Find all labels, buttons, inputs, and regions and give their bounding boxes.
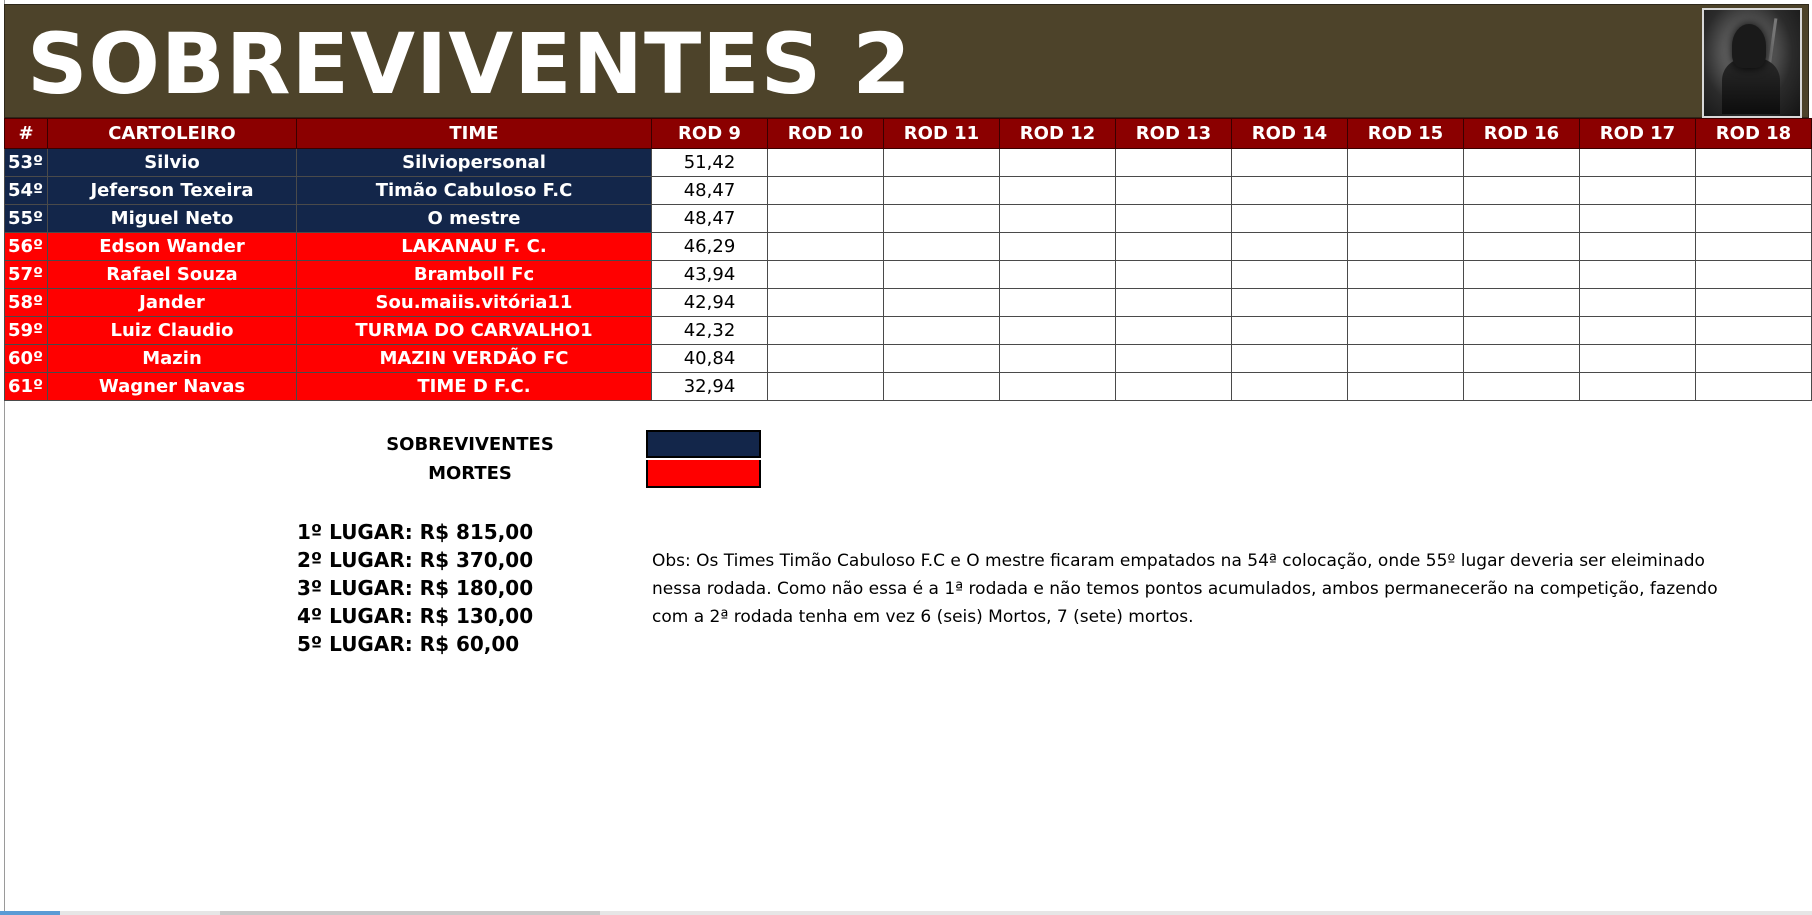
rod14-cell[interactable] bbox=[1232, 289, 1348, 317]
rod11-cell[interactable] bbox=[884, 261, 1000, 289]
rod12-cell[interactable] bbox=[1000, 289, 1116, 317]
rod17-cell[interactable] bbox=[1580, 261, 1696, 289]
obs-line: com a 2ª rodada tenha em vez 6 (seis) Mortos, 7 (sete) mortos. bbox=[652, 607, 1194, 627]
rod16-cell[interactable] bbox=[1464, 177, 1580, 205]
cartoleiro-cell[interactable]: Wagner Navas bbox=[48, 373, 297, 401]
header-rod17[interactable]: ROD 17 bbox=[1580, 119, 1696, 149]
rod14-cell[interactable] bbox=[1232, 177, 1348, 205]
rod10-cell[interactable] bbox=[768, 373, 884, 401]
prize-item[interactable]: 2º LUGAR: R$ 370,00 bbox=[297, 548, 534, 572]
rod10-cell[interactable] bbox=[768, 289, 884, 317]
rod17-cell[interactable] bbox=[1580, 149, 1696, 177]
rod18-cell[interactable] bbox=[1696, 177, 1812, 205]
header-rod12[interactable]: ROD 12 bbox=[1000, 119, 1116, 149]
page-title: SOBREVIVENTES 2 bbox=[27, 15, 912, 113]
rod18-cell[interactable] bbox=[1696, 261, 1812, 289]
rod16-cell[interactable] bbox=[1464, 261, 1580, 289]
horizontal-scrollbar[interactable] bbox=[220, 911, 600, 915]
position-cell[interactable]: 54º bbox=[5, 177, 48, 205]
obs-line: nessa rodada. Como não essa é a 1ª rodada e não temos pontos acumulados, ambos permanecerão na competição, fazendo bbox=[652, 579, 1718, 599]
team-cell[interactable]: Silviopersonal bbox=[297, 149, 652, 177]
sheet-tab-active[interactable] bbox=[0, 911, 60, 915]
prize-list bbox=[297, 518, 533, 658]
rod17-cell[interactable] bbox=[1580, 373, 1696, 401]
prize-item[interactable]: 1º LUGAR: R$ 815,00 bbox=[297, 520, 534, 544]
rod10-cell[interactable] bbox=[768, 261, 884, 289]
rod13-cell[interactable] bbox=[1116, 233, 1232, 261]
rod18-cell[interactable] bbox=[1696, 289, 1812, 317]
header-time[interactable]: TIME bbox=[297, 119, 652, 149]
rod14-cell[interactable] bbox=[1232, 345, 1348, 373]
rod16-cell[interactable] bbox=[1464, 345, 1580, 373]
prize-item[interactable]: 4º LUGAR: R$ 130,00 bbox=[297, 604, 534, 628]
position-cell[interactable]: 59º bbox=[5, 317, 48, 345]
team-cell[interactable]: Timão Cabuloso F.C bbox=[297, 177, 652, 205]
table-row bbox=[5, 233, 1812, 261]
rod11-cell[interactable] bbox=[884, 345, 1000, 373]
rod17-cell[interactable] bbox=[1580, 317, 1696, 345]
position-cell[interactable]: 58º bbox=[5, 289, 48, 317]
header-rod9[interactable]: ROD 9 bbox=[652, 119, 768, 149]
rod15-cell[interactable] bbox=[1348, 177, 1464, 205]
header-row bbox=[5, 119, 1812, 149]
cartoleiro-cell[interactable]: Miguel Neto bbox=[48, 205, 297, 233]
rod10-cell[interactable] bbox=[768, 177, 884, 205]
legend-survivors-swatch[interactable] bbox=[646, 430, 761, 458]
rod9-score-cell[interactable]: 48,47 bbox=[652, 205, 768, 233]
rod13-cell[interactable] bbox=[1116, 345, 1232, 373]
rod9-score-cell[interactable]: 42,94 bbox=[652, 289, 768, 317]
rod14-cell[interactable] bbox=[1232, 149, 1348, 177]
rod16-cell[interactable] bbox=[1464, 317, 1580, 345]
rod10-cell[interactable] bbox=[768, 205, 884, 233]
rod12-cell[interactable] bbox=[1000, 205, 1116, 233]
position-cell[interactable]: 53º bbox=[5, 149, 48, 177]
rod9-score-cell[interactable]: 51,42 bbox=[652, 149, 768, 177]
legend-survivors-label: SOBREVIVENTES bbox=[386, 434, 554, 455]
sheet-tab-strip[interactable] bbox=[0, 911, 1812, 915]
rod14-cell[interactable] bbox=[1232, 261, 1348, 289]
team-cell[interactable]: TURMA DO CARVALHO1 bbox=[297, 317, 652, 345]
prize-item[interactable]: 3º LUGAR: R$ 180,00 bbox=[297, 576, 534, 600]
rod9-score-cell[interactable]: 40,84 bbox=[652, 345, 768, 373]
rod12-cell[interactable] bbox=[1000, 233, 1116, 261]
rod9-score-cell[interactable]: 46,29 bbox=[652, 233, 768, 261]
rod11-cell[interactable] bbox=[884, 373, 1000, 401]
rod15-cell[interactable] bbox=[1348, 317, 1464, 345]
rod17-cell[interactable] bbox=[1580, 289, 1696, 317]
rod12-cell[interactable] bbox=[1000, 373, 1116, 401]
rod11-cell[interactable] bbox=[884, 233, 1000, 261]
cartoleiro-cell[interactable]: Jeferson Texeira bbox=[48, 177, 297, 205]
observation-note[interactable] bbox=[652, 547, 1802, 631]
rod15-cell[interactable] bbox=[1348, 261, 1464, 289]
title-banner bbox=[4, 4, 1809, 118]
cartoleiro-cell[interactable]: Jander bbox=[48, 289, 297, 317]
cartoleiro-cell[interactable]: Mazin bbox=[48, 345, 297, 373]
header-rod18[interactable]: ROD 18 bbox=[1696, 119, 1812, 149]
table-row bbox=[5, 373, 1812, 401]
team-cell[interactable]: MAZIN VERDÃO FC bbox=[297, 345, 652, 373]
header-rod10[interactable]: ROD 10 bbox=[768, 119, 884, 149]
rod12-cell[interactable] bbox=[1000, 345, 1116, 373]
team-cell[interactable]: O mestre bbox=[297, 205, 652, 233]
rod12-cell[interactable] bbox=[1000, 317, 1116, 345]
table-row bbox=[5, 205, 1812, 233]
table-row bbox=[5, 149, 1812, 177]
rod15-cell[interactable] bbox=[1348, 345, 1464, 373]
cartoleiro-cell[interactable]: Edson Wander bbox=[48, 233, 297, 261]
rod18-cell[interactable] bbox=[1696, 373, 1812, 401]
table-row bbox=[5, 177, 1812, 205]
team-cell[interactable]: LAKANAU F. C. bbox=[297, 233, 652, 261]
header-rod16[interactable]: ROD 16 bbox=[1464, 119, 1580, 149]
rod13-cell[interactable] bbox=[1116, 177, 1232, 205]
header-cartoleiro[interactable]: CARTOLEIRO bbox=[48, 119, 297, 149]
rod13-cell[interactable] bbox=[1116, 261, 1232, 289]
table-row bbox=[5, 345, 1812, 373]
rod12-cell[interactable] bbox=[1000, 177, 1116, 205]
header-rod14[interactable]: ROD 14 bbox=[1232, 119, 1348, 149]
rod9-score-cell[interactable]: 48,47 bbox=[652, 177, 768, 205]
rod17-cell[interactable] bbox=[1580, 233, 1696, 261]
rod10-cell[interactable] bbox=[768, 345, 884, 373]
rod17-cell[interactable] bbox=[1580, 205, 1696, 233]
team-cell[interactable]: Sou.maiis.vitória11 bbox=[297, 289, 652, 317]
position-cell[interactable]: 55º bbox=[5, 205, 48, 233]
header-rod13[interactable]: ROD 13 bbox=[1116, 119, 1232, 149]
rod13-cell[interactable] bbox=[1116, 373, 1232, 401]
rod18-cell[interactable] bbox=[1696, 149, 1812, 177]
position-cell[interactable]: 60º bbox=[5, 345, 48, 373]
team-cell[interactable]: Bramboll Fc bbox=[297, 261, 652, 289]
grim-reaper-image[interactable] bbox=[1702, 8, 1802, 118]
hood-shape bbox=[1732, 24, 1766, 68]
cartoleiro-cell[interactable]: Luiz Claudio bbox=[48, 317, 297, 345]
rod11-cell[interactable] bbox=[884, 177, 1000, 205]
rod15-cell[interactable] bbox=[1348, 373, 1464, 401]
rod14-cell[interactable] bbox=[1232, 205, 1348, 233]
rod13-cell[interactable] bbox=[1116, 205, 1232, 233]
rod9-score-cell[interactable]: 42,32 bbox=[652, 317, 768, 345]
rod16-cell[interactable] bbox=[1464, 233, 1580, 261]
header-rod15[interactable]: ROD 15 bbox=[1348, 119, 1464, 149]
rod14-cell[interactable] bbox=[1232, 317, 1348, 345]
rod17-cell[interactable] bbox=[1580, 345, 1696, 373]
rod14-cell[interactable] bbox=[1232, 233, 1348, 261]
rod15-cell[interactable] bbox=[1348, 289, 1464, 317]
header-position[interactable]: # bbox=[5, 119, 48, 149]
prize-item[interactable]: 5º LUGAR: R$ 60,00 bbox=[297, 632, 520, 656]
obs-line: Obs: Os Times Timão Cabuloso F.C e O mestre ficaram empatados na 54ª colocação, onde 55º lugar deveria ser eleiminado bbox=[652, 551, 1705, 571]
rod11-cell[interactable] bbox=[884, 317, 1000, 345]
rod13-cell[interactable] bbox=[1116, 289, 1232, 317]
rod13-cell[interactable] bbox=[1116, 149, 1232, 177]
rod10-cell[interactable] bbox=[768, 317, 884, 345]
table-row bbox=[5, 261, 1812, 289]
table-row bbox=[5, 289, 1812, 317]
rod10-cell[interactable] bbox=[768, 233, 884, 261]
rod16-cell[interactable] bbox=[1464, 149, 1580, 177]
team-cell[interactable]: TIME D F.C. bbox=[297, 373, 652, 401]
position-cell[interactable]: 56º bbox=[5, 233, 48, 261]
legend-dead-label: MORTES bbox=[428, 463, 512, 484]
rod16-cell[interactable] bbox=[1464, 373, 1580, 401]
rod12-cell[interactable] bbox=[1000, 149, 1116, 177]
rod10-cell[interactable] bbox=[768, 149, 884, 177]
rod15-cell[interactable] bbox=[1348, 205, 1464, 233]
rod11-cell[interactable] bbox=[884, 149, 1000, 177]
rod12-cell[interactable] bbox=[1000, 261, 1116, 289]
rod11-cell[interactable] bbox=[884, 289, 1000, 317]
rod15-cell[interactable] bbox=[1348, 149, 1464, 177]
rod16-cell[interactable] bbox=[1464, 205, 1580, 233]
ranking-rows bbox=[5, 149, 1812, 401]
rod16-cell[interactable] bbox=[1464, 289, 1580, 317]
position-cell[interactable]: 61º bbox=[5, 373, 48, 401]
rod18-cell[interactable] bbox=[1696, 233, 1812, 261]
rod18-cell[interactable] bbox=[1696, 317, 1812, 345]
rod18-cell[interactable] bbox=[1696, 345, 1812, 373]
rod11-cell[interactable] bbox=[884, 205, 1000, 233]
position-cell[interactable]: 57º bbox=[5, 261, 48, 289]
table-row bbox=[5, 317, 1812, 345]
legend-dead-swatch[interactable] bbox=[646, 460, 761, 488]
rod13-cell[interactable] bbox=[1116, 317, 1232, 345]
ranking-table bbox=[4, 118, 1812, 401]
cartoleiro-cell[interactable]: Silvio bbox=[48, 149, 297, 177]
header-rod11[interactable]: ROD 11 bbox=[884, 119, 1000, 149]
rod18-cell[interactable] bbox=[1696, 205, 1812, 233]
rod14-cell[interactable] bbox=[1232, 373, 1348, 401]
rod15-cell[interactable] bbox=[1348, 233, 1464, 261]
cartoleiro-cell[interactable]: Rafael Souza bbox=[48, 261, 297, 289]
rod17-cell[interactable] bbox=[1580, 177, 1696, 205]
rod9-score-cell[interactable]: 32,94 bbox=[652, 373, 768, 401]
rod9-score-cell[interactable]: 43,94 bbox=[652, 261, 768, 289]
